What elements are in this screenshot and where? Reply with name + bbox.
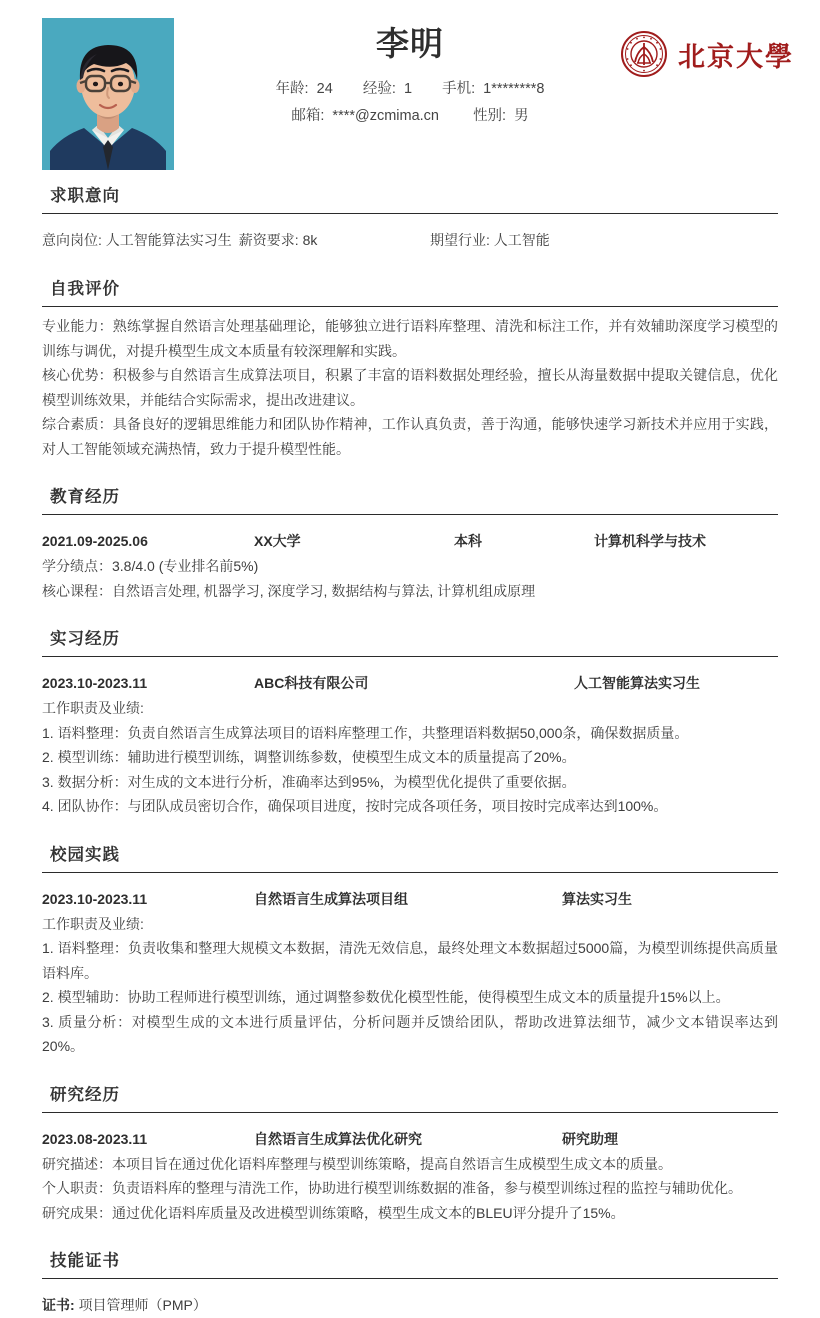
list-item: 4. 团队协作：与团队成员密切合作，确保项目进度，按时完成各项任务，项目按时完成率达到100%。 — [42, 798, 668, 814]
university-name: 北京大學 — [678, 41, 794, 72]
age-field: 年龄: 24 — [275, 81, 333, 97]
intent-right-group — [430, 227, 550, 253]
section-internship — [0, 621, 820, 819]
position-label: 意向岗位: — [42, 232, 102, 248]
education-courses: 核心课程：自然语言处理, 机器学习, 深度学习, 数据结构与算法, 计算机组成原理 — [42, 582, 536, 599]
divider — [42, 306, 778, 307]
list-item: 1. 语料整理：负责自然语言生成算法项目的语料库整理工作，共整理语料数据50,000条，确保数据质量。 — [42, 724, 689, 741]
list-item: 1. 语料整理：负责收集和整理大规模文本数据，清洗无效信息，最终处理文本数据超过5000篇，为模型训练提供高质量语料库。 — [42, 940, 778, 981]
certificate-value: 项目管理师（PMP） — [78, 1297, 207, 1313]
certificate-label: 证书: — [42, 1297, 75, 1313]
list-item: 3. 数据分析：对生成的文本进行分析，准确率达到95%，为模型优化提供了重要依据。 — [42, 773, 576, 790]
gender-field: 性别: 男 — [473, 108, 529, 124]
campus-organization: 自然语言生成算法项目组 — [254, 890, 408, 907]
list-item: 2. 模型辅助：协助工程师进行模型训练，通过调整参数优化模型性能，使得模型生成文本的质量提升15%以上。 — [42, 989, 730, 1005]
internship-entry-row — [42, 670, 778, 696]
section-skills-certificate — [0, 1243, 820, 1318]
email-field: 邮箱: ****@zcmima.cn — [291, 108, 439, 124]
profile-photo-illustration — [42, 18, 174, 170]
research-duty: 个人职责：负责语料库的整理与清洗工作，协助进行模型训练数据的准备，参与模型训练过程的监控与辅助优化。 — [42, 1180, 742, 1196]
contact-line-1 — [200, 76, 620, 103]
divider — [42, 1278, 778, 1279]
internship-role: 人工智能算法实习生 — [574, 675, 700, 691]
education-major: 计算机科学与技术 — [594, 533, 706, 549]
self-evaluation-paragraph: 专业能力：熟练掌握自然语言处理基础理论，能够独立进行语料库整理、清洗和标注工作，并有效辅助深度学习模型的训练与调优，对提升模型生成文本质量有较深理解和实践。 — [42, 318, 778, 359]
research-result: 研究成果：通过优化语料库质量及改进模型训练策略，模型生成文本的BLEU评分提升了15%。 — [42, 1204, 625, 1221]
section-title-education: 教育经历 — [50, 488, 120, 506]
job-intention-row — [42, 227, 778, 253]
industry-value: 人工智能 — [493, 232, 550, 248]
section-title-campus-practice: 校园实践 — [50, 845, 120, 864]
section-title-skills-certificate: 技能证书 — [50, 1252, 120, 1270]
education-entry-row — [42, 528, 778, 554]
divider — [42, 872, 778, 873]
internship-bullet-list — [42, 721, 778, 819]
intent-left-group — [42, 227, 317, 253]
experience-field: 经验: 1 — [362, 81, 413, 97]
peking-university-seal-icon — [620, 30, 668, 78]
divider — [42, 656, 778, 657]
section-title-self-evaluation: 自我评价 — [50, 280, 120, 298]
resume-header — [0, 0, 820, 178]
campus-duties-label: 工作职责及业绩: — [42, 915, 144, 932]
profile-photo — [42, 18, 174, 170]
campus-date: 2023.10-2023.11 — [42, 890, 148, 907]
salary-label: 薪资要求: — [238, 232, 299, 248]
campus-bullet-list — [42, 936, 778, 1059]
section-campus-practice — [0, 837, 820, 1059]
university-logo — [620, 30, 794, 78]
research-entry-row — [42, 1126, 778, 1152]
contact-line-2 — [200, 103, 620, 130]
internship-date: 2023.10-2023.11 — [42, 675, 148, 691]
education-date: 2021.09-2025.06 — [42, 533, 148, 549]
phone-field: 手机: 1********8 — [442, 81, 545, 97]
internship-company: ABC科技有限公司 — [254, 675, 369, 691]
identity-block — [200, 22, 620, 130]
page-title: 李明 — [376, 25, 444, 62]
internship-duties-label: 工作职责及业绩: — [42, 700, 144, 716]
research-description: 研究描述：本项目旨在通过优化语料库整理与模型训练策略，提高自然语言生成模型生成文本的质量。 — [42, 1155, 672, 1172]
research-role: 研究助理 — [562, 1130, 618, 1147]
education-gpa: 学分绩点：3.8/4.0 (专业排名前5%) — [42, 558, 259, 574]
list-item: 3. 质量分析：对模型生成的文本进行质量评估，分析问题并反馈给团队，帮助改进算法细节，减少文本错误率达到20%。 — [42, 1013, 778, 1054]
education-degree: 本科 — [454, 533, 482, 549]
salary-value: 8k — [302, 232, 318, 248]
research-date: 2023.08-2023.11 — [42, 1130, 148, 1147]
campus-role: 算法实习生 — [562, 890, 632, 907]
position-value: 人工智能算法实习生 — [105, 232, 232, 248]
section-title-internship: 实习经历 — [50, 630, 120, 648]
certificate-line — [42, 1292, 778, 1318]
self-evaluation-paragraph: 核心优势：积极参与自然语言生成算法项目，积累了丰富的语料数据处理经验，擅长从海量数据中提取关键信息，优化模型训练效果，并能结合实际需求，提出改进建议。 — [42, 367, 778, 408]
campus-entry-row — [42, 886, 778, 912]
section-job-intention — [0, 178, 820, 253]
divider — [42, 213, 778, 214]
list-item: 2. 模型训练：辅助进行模型训练，调整训练参数，使模型生成文本的质量提高了20%。 — [42, 749, 576, 765]
self-evaluation-paragraph: 综合素质：具备良好的逻辑思维能力和团队协作精神，工作认真负责，善于沟通，能够快速学习新技术并应用于实践，对人工智能领域充满热情，致力于提升模型性能。 — [42, 416, 778, 457]
divider — [42, 1112, 778, 1113]
research-project: 自然语言生成算法优化研究 — [254, 1130, 422, 1147]
divider — [42, 514, 778, 515]
section-education — [0, 479, 820, 603]
industry-label: 期望行业: — [430, 232, 490, 248]
section-self-evaluation — [0, 271, 820, 461]
section-title-research: 研究经历 — [50, 1085, 120, 1104]
section-research — [0, 1077, 820, 1226]
section-title-job-intention: 求职意向 — [50, 187, 120, 205]
education-school: XX大学 — [254, 533, 301, 549]
